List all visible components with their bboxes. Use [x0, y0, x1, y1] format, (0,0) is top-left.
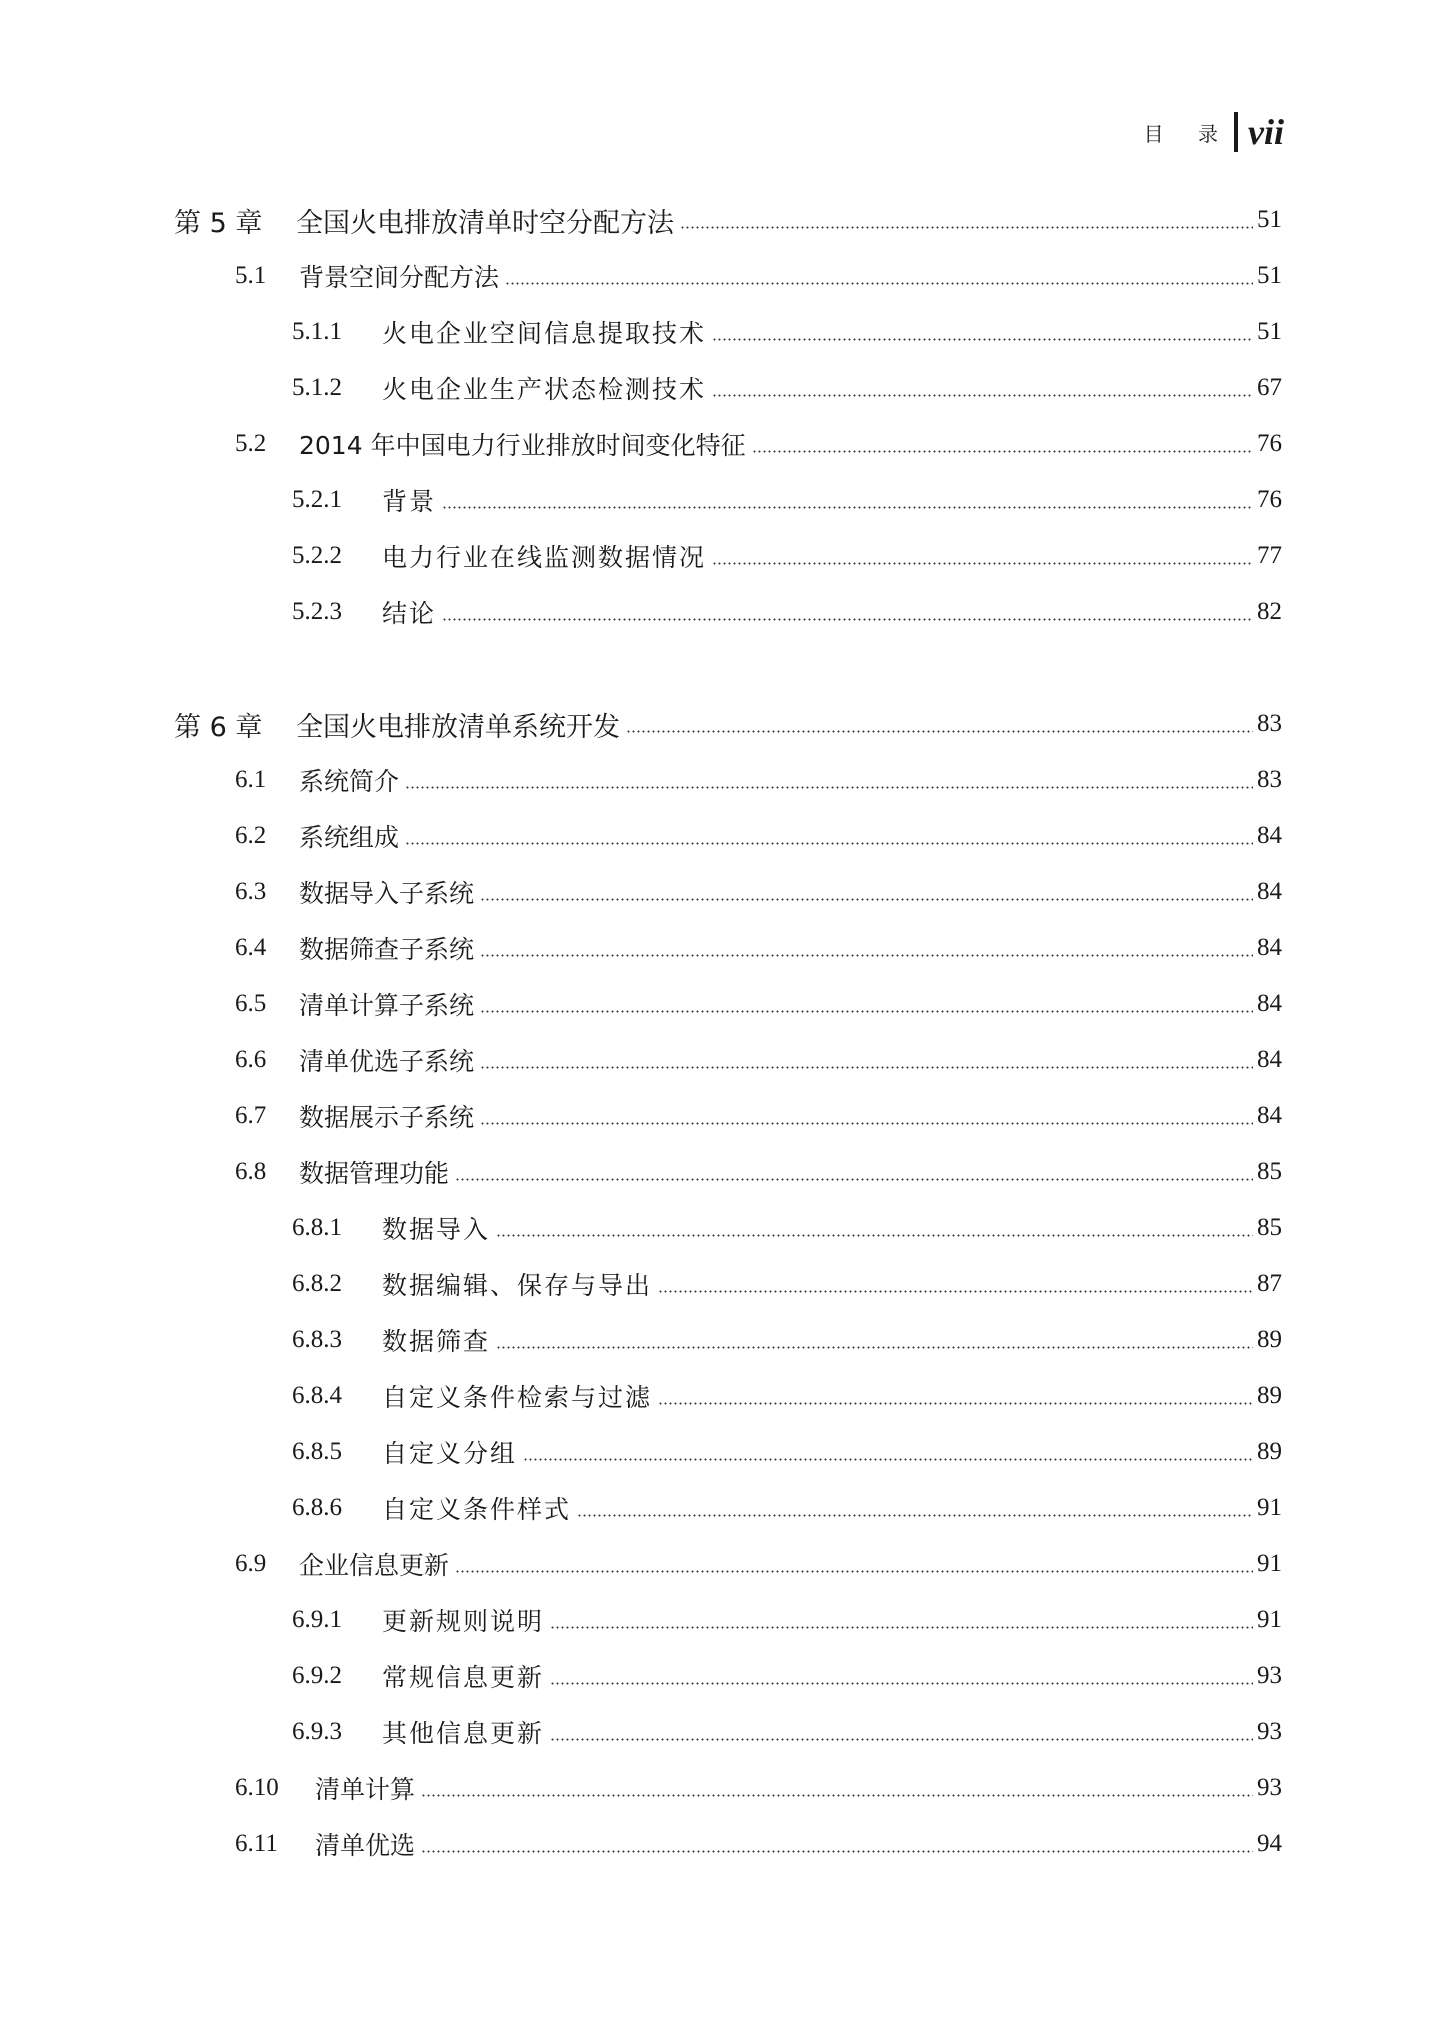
toc-dot-leader: [480, 1122, 1253, 1125]
toc-entry-number: 6.3: [235, 878, 267, 905]
toc-entry-title: 全国火电排放清单系统开发: [296, 711, 620, 743]
toc-entry-page: 89: [1257, 1326, 1282, 1353]
toc-dot-leader: [442, 618, 1253, 621]
toc-entry-title: 数据展示子系统: [299, 1103, 475, 1132]
toc-entry[interactable]: [0, 304, 1434, 360]
toc-entry-title: 企业信息更新: [299, 1551, 450, 1580]
toc-entry-title: 清单计算子系统: [299, 991, 475, 1020]
toc-entry-number: 第 5 章: [174, 207, 263, 239]
toc-entry-number: 6.8.6: [292, 1494, 342, 1521]
toc-entry-number: 6.8.3: [292, 1326, 342, 1353]
toc-entry-title: 清单优选: [315, 1831, 416, 1860]
toc-entry-title: 数据编辑、保存与导出: [382, 1271, 653, 1300]
toc-entry[interactable]: [0, 1312, 1434, 1368]
toc-entry-title: 自定义分组: [382, 1439, 518, 1468]
toc-entry-title: 结论: [382, 599, 437, 628]
toc-dot-leader: [496, 1346, 1253, 1349]
toc-entry-page: 85: [1257, 1158, 1282, 1185]
toc-entry-number: 6.2: [235, 822, 267, 849]
toc-entry-number: 6.4: [235, 934, 267, 961]
toc-entry-title: 2014 年中国电力行业排放时间变化特征: [299, 431, 746, 460]
toc-entry-page: 91: [1257, 1606, 1282, 1633]
toc-entry-title: 常规信息更新: [382, 1663, 545, 1692]
toc-entry-page: 84: [1257, 1102, 1282, 1129]
toc-entry-title: 数据导入: [382, 1215, 491, 1244]
toc-entry-page: 51: [1257, 206, 1282, 233]
toc-entry-page: 93: [1257, 1774, 1282, 1801]
toc-entry[interactable]: [0, 1592, 1434, 1648]
toc-entry[interactable]: [0, 1760, 1434, 1816]
toc-dot-leader: [405, 786, 1253, 789]
toc-entry-number: 5.2: [235, 430, 267, 457]
toc-dot-leader: [480, 898, 1253, 901]
toc-entry-page: 87: [1257, 1270, 1282, 1297]
toc-entry-number: 6.8.5: [292, 1438, 342, 1465]
toc-dot-leader: [626, 730, 1253, 733]
toc-entry-number: 6.9: [235, 1550, 267, 1577]
toc-entry-title: 其他信息更新: [382, 1719, 545, 1748]
table-of-contents: [0, 192, 1434, 1872]
toc-entry[interactable]: [0, 696, 1434, 752]
toc-entry-page: 89: [1257, 1382, 1282, 1409]
toc-dot-leader: [550, 1682, 1253, 1685]
toc-entry-title: 数据筛查子系统: [299, 935, 475, 964]
toc-entry-page: 83: [1257, 766, 1282, 793]
toc-entry-number: 6.8.1: [292, 1214, 342, 1241]
toc-entry[interactable]: [0, 416, 1434, 472]
toc-entry[interactable]: [0, 528, 1434, 584]
toc-entry[interactable]: [0, 1816, 1434, 1872]
toc-entry-number: 6.5: [235, 990, 267, 1017]
toc-dot-leader: [421, 1794, 1253, 1797]
toc-entry-number: 5.1.2: [292, 374, 342, 401]
toc-entry[interactable]: [0, 1424, 1434, 1480]
toc-entry-number: 6.9.2: [292, 1662, 342, 1689]
toc-entry-page: 93: [1257, 1718, 1282, 1745]
toc-dot-leader: [496, 1234, 1253, 1237]
toc-dot-leader: [712, 562, 1253, 565]
toc-entry[interactable]: [0, 1144, 1434, 1200]
toc-dot-leader: [577, 1514, 1253, 1517]
page-number-roman: vii: [1248, 112, 1284, 152]
toc-entry[interactable]: [0, 360, 1434, 416]
toc-entry-title: 数据管理功能: [299, 1159, 450, 1188]
toc-entry-title: 系统组成: [299, 823, 400, 852]
toc-entry-page: 82: [1257, 598, 1282, 625]
toc-entry-number: 6.6: [235, 1046, 267, 1073]
toc-entry-number: 第 6 章: [174, 711, 263, 743]
toc-entry-number: 6.8.2: [292, 1270, 342, 1297]
toc-entry-number: 5.1.1: [292, 318, 342, 345]
toc-entry[interactable]: [0, 976, 1434, 1032]
toc-dot-leader: [658, 1290, 1253, 1293]
toc-entry[interactable]: [0, 1368, 1434, 1424]
toc-dot-leader: [455, 1570, 1253, 1573]
toc-entry-page: 51: [1257, 262, 1282, 289]
toc-entry[interactable]: [0, 864, 1434, 920]
toc-entry-page: 84: [1257, 1046, 1282, 1073]
toc-entry-page: 84: [1257, 822, 1282, 849]
toc-entry[interactable]: [0, 472, 1434, 528]
toc-entry-title: 电力行业在线监测数据情况: [382, 543, 707, 572]
toc-entry[interactable]: [0, 920, 1434, 976]
toc-dot-leader: [712, 394, 1253, 397]
toc-dot-leader: [455, 1178, 1253, 1181]
toc-dot-leader: [480, 1066, 1253, 1069]
toc-entry[interactable]: [0, 752, 1434, 808]
toc-entry-title: 背景空间分配方法: [299, 263, 500, 292]
toc-entry-title: 全国火电排放清单时空分配方法: [296, 207, 674, 239]
toc-dot-leader: [480, 1010, 1253, 1013]
toc-entry-number: 6.1: [235, 766, 267, 793]
toc-entry-title: 自定义条件检索与过滤: [382, 1383, 653, 1412]
toc-entry[interactable]: [0, 1200, 1434, 1256]
running-head: [1144, 110, 1284, 154]
toc-entry-page: 76: [1257, 430, 1282, 457]
toc-entry-number: 6.8: [235, 1158, 267, 1185]
running-head-label: 目 录: [1143, 121, 1233, 146]
toc-entry[interactable]: [0, 1256, 1434, 1312]
toc-dot-leader: [480, 954, 1253, 957]
toc-entry-title: 背景: [382, 487, 437, 516]
toc-dot-leader: [505, 282, 1253, 285]
toc-entry-number: 6.11: [235, 1830, 278, 1857]
toc-entry-number: 5.2.2: [292, 542, 342, 569]
toc-dot-leader: [712, 338, 1253, 341]
toc-entry-page: 94: [1257, 1830, 1282, 1857]
toc-entry-page: 83: [1257, 710, 1282, 737]
toc-entry-page: 93: [1257, 1662, 1282, 1689]
toc-entry-title: 清单优选子系统: [299, 1047, 475, 1076]
toc-entry-number: 5.2.1: [292, 486, 342, 513]
toc-entry[interactable]: [0, 1480, 1434, 1536]
toc-entry[interactable]: [0, 248, 1434, 304]
toc-entry-page: 91: [1257, 1494, 1282, 1521]
toc-entry[interactable]: [0, 1704, 1434, 1760]
toc-dot-leader: [442, 506, 1253, 509]
toc-entry[interactable]: [0, 1536, 1434, 1592]
toc-entry[interactable]: [0, 1032, 1434, 1088]
toc-dot-leader: [405, 842, 1253, 845]
toc-dot-leader: [680, 226, 1253, 229]
toc-entry-page: 84: [1257, 934, 1282, 961]
toc-entry-page: 84: [1257, 990, 1282, 1017]
toc-dot-leader: [752, 450, 1253, 453]
toc-entry-number: 6.9.1: [292, 1606, 342, 1633]
toc-entry-number: 6.10: [235, 1774, 279, 1801]
toc-entry-number: 6.9.3: [292, 1718, 342, 1745]
toc-entry-page: 51: [1257, 318, 1282, 345]
toc-entry-page: 77: [1257, 542, 1282, 569]
toc-entry-number: 6.8.4: [292, 1382, 342, 1409]
toc-entry-page: 84: [1257, 878, 1282, 905]
toc-entry-number: 5.2.3: [292, 598, 342, 625]
toc-entry-page: 67: [1257, 374, 1282, 401]
toc-entry-title: 数据导入子系统: [299, 879, 475, 908]
toc-entry-number: 5.1: [235, 262, 267, 289]
toc-entry-title: 清单计算: [315, 1775, 416, 1804]
toc-dot-leader: [550, 1626, 1253, 1629]
toc-dot-leader: [550, 1738, 1253, 1741]
running-head-divider: [1234, 112, 1238, 152]
toc-entry-title: 火电企业生产状态检测技术: [382, 375, 707, 404]
toc-entry-title: 系统简介: [299, 767, 400, 796]
toc-entry[interactable]: [0, 1648, 1434, 1704]
toc-entry-number: 6.7: [235, 1102, 267, 1129]
toc-entry-page: 91: [1257, 1550, 1282, 1577]
toc-entry-page: 89: [1257, 1438, 1282, 1465]
toc-entry[interactable]: [0, 808, 1434, 864]
toc-entry-title: 更新规则说明: [382, 1607, 545, 1636]
toc-entry-title: 自定义条件样式: [382, 1495, 572, 1524]
toc-entry-title: 火电企业空间信息提取技术: [382, 319, 707, 348]
toc-dot-leader: [658, 1402, 1253, 1405]
toc-dot-leader: [523, 1458, 1253, 1461]
toc-entry[interactable]: [0, 192, 1434, 248]
toc-entry[interactable]: [0, 1088, 1434, 1144]
toc-entry[interactable]: [0, 584, 1434, 640]
toc-dot-leader: [421, 1850, 1253, 1853]
toc-entry-page: 85: [1257, 1214, 1282, 1241]
toc-entry-page: 76: [1257, 486, 1282, 513]
toc-entry-title: 数据筛查: [382, 1327, 491, 1356]
